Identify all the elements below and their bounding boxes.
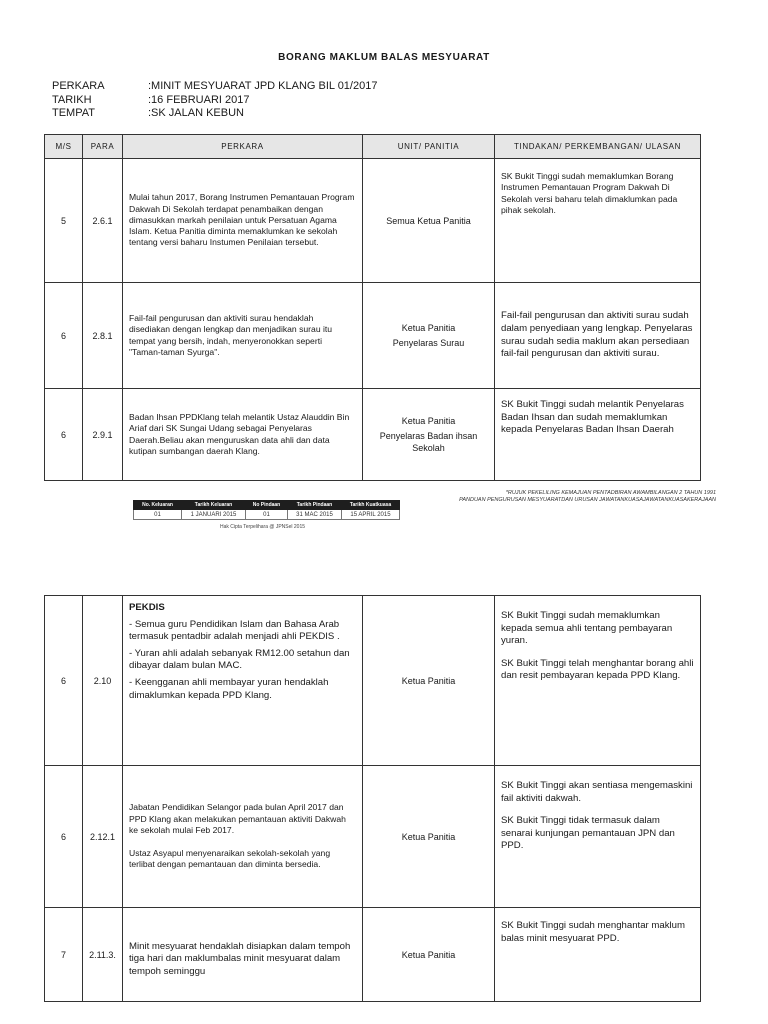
document-control-table (133, 500, 400, 520)
perkara-text: Minit mesyuarat hendaklah disiapkan dalam tempoh tiga hari dan maklumbalas minit mesyuarat dalam tempoh seminggu (129, 940, 351, 977)
cell-perkara (123, 766, 363, 908)
control-header: No. Keluaran (134, 501, 182, 510)
cell-unit (363, 596, 495, 766)
control-value: 31 MAC 2015 (288, 510, 342, 520)
header-perkara: PERKARA (123, 135, 363, 159)
meta-value: :MINIT MESYUARAT JPD KLANG BIL 01/2017 (148, 80, 378, 92)
cell-tindakan (495, 908, 701, 1002)
perkara-text: - Yuran ahli adalah sebanyak RM12.00 setahun dan dibayar dalam bulan MAC. (129, 647, 350, 672)
cell-unit (363, 389, 495, 481)
unit-text: Penyelaras Badan ihsan Sekolah (379, 431, 478, 453)
meta-value: :16 FEBRUARI 2017 (148, 93, 250, 106)
meta-row-perkara (52, 80, 377, 94)
perkara-text: Badan Ihsan PPDKlang telah melantik Ustaz Alauddin Bin Ariaf dari SK Sungai Udang sebagai Penyelaras Daerah.Beliau akan menguruskan data ahli dan data kutipan sumbangan daerah Klang. (129, 411, 350, 456)
cell-ms: 7 (45, 908, 83, 1002)
unit-text: Ketua Panitia (401, 949, 456, 960)
control-value: 1 JANUARI 2015 (182, 510, 246, 520)
section-heading: PEKDIS (129, 602, 165, 613)
table-row (45, 389, 701, 481)
tindakan-text: SK Bukit Tinggi telah menghantar borang ahli dan resit pembayaran kepada PPD Klang. (501, 657, 694, 682)
table-row (45, 908, 701, 1002)
cell-perkara (123, 283, 363, 389)
control-header: No Pindaan (246, 501, 288, 510)
cell-ms: 6 (45, 766, 83, 908)
meta-key: PERKARA (52, 80, 105, 92)
cell-tindakan (495, 596, 701, 766)
control-header: Tarikh Kuatkuasa (342, 501, 400, 510)
meta-key: TEMPAT (52, 107, 95, 119)
perkara-text: Jabatan Pendidikan Selangor pada bulan April 2017 dan PPD Klang akan melakukan pemantauan aktiviti Dakwah ke sekolah mulai Feb 2017. (129, 802, 346, 835)
unit-text: Penyelaras Surau (392, 338, 465, 348)
cell-perkara (123, 389, 363, 481)
unit-text: Ketua Panitia (401, 675, 456, 686)
table-header-row (45, 135, 701, 159)
cell-para: 2.6.1 (83, 159, 123, 283)
tindakan-text: SK Bukit Tinggi sudah melantik Penyelaras Badan Ihsan dan sudah memaklumkan kepada Penyelaras Badan Ihsan Daerah (501, 399, 684, 436)
unit-text: Semua Ketua Panitia (386, 215, 471, 226)
tindakan-text: SK Bukit Tinggi sudah memaklumkan kepada semua ahli tentang pembayaran yuran. (501, 610, 673, 647)
reference-line: PANDUAN PENGURUSAN MESYUARATDAN URUSAN JAWATANKUASAJAWATANKUASAKERAJAAN (459, 497, 716, 503)
perkara-text: Mulai tahun 2017, Borang Instrumen Pemantauan Program Dakwah Di Sekolah terdapat penambaikan dengan dimasukkan markah penilaian untuk Persatuan Agama Islam. Ketua Panitia diminta memaklumkan ke sekolah tentang versi baharu Instumen Penilaian tersebut. (129, 192, 355, 248)
cell-para: 2.9.1 (83, 389, 123, 481)
tindakan-text: SK Bukit Tinggi sudah memaklumkan Borang Instrumen Pemantauan Program Dakwah Di Sekolah versi baharu telah dimaklumkan pada pihak sekolah. (501, 171, 678, 215)
cell-ms: 6 (45, 389, 83, 481)
unit-text: Ketua Panitia (401, 323, 456, 333)
control-header: Tarikh Pindaan (288, 501, 342, 510)
cell-unit (363, 283, 495, 389)
cell-para: 2.11.3. (83, 908, 123, 1002)
perkara-text: - Semua guru Pendidikan Islam dan Bahasa Arab termasuk pentadbir adalah menjadi ahli PEKDIS . (129, 618, 340, 643)
cell-tindakan (495, 766, 701, 908)
control-header: Tarikh Keluaran (182, 501, 246, 510)
cell-perkara (123, 159, 363, 283)
unit-text: Ketua Panitia (401, 831, 456, 842)
meeting-meta (52, 80, 377, 121)
feedback-table-page2 (44, 595, 701, 1002)
perkara-text: - Keengganan ahli membayar yuran hendaklah dimaklumkan kepada PPD Klang. (129, 676, 329, 701)
meta-key: TARIKH (52, 93, 92, 106)
cell-ms: 6 (45, 283, 83, 389)
control-value: 01 (246, 510, 288, 520)
form-title: BORANG MAKLUM BALAS MESYUARAT (278, 52, 490, 63)
cell-tindakan (495, 283, 701, 389)
copyright-note: Hak Cipta Terpelihara @ JPNSel 2015 (220, 524, 306, 530)
reference-line: *RUJUK PEKELILING KEMAJUAN PENTADBIRAN AWAMBILANGAN 2 TAHUN 1991 (505, 490, 716, 496)
control-value-row (134, 510, 400, 520)
cell-ms: 6 (45, 596, 83, 766)
header-ms: M/S (45, 135, 83, 159)
header-para: PARA (83, 135, 123, 159)
cell-para: 2.10 (83, 596, 123, 766)
control-value: 01 (134, 510, 182, 520)
cell-tindakan (495, 159, 701, 283)
cell-perkara (123, 908, 363, 1002)
meta-row-tempat (52, 107, 377, 121)
control-header-row (134, 501, 400, 510)
table-row (45, 766, 701, 908)
cell-unit (363, 159, 495, 283)
table-row (45, 283, 701, 389)
header-tindakan: TINDAKAN/ PERKEMBANGAN/ ULASAN (495, 135, 701, 159)
perkara-text: Ustaz Asyapul menyenaraikan sekolah-sekolah yang terlibat dengan pemantauan dan diminta bersedia. (129, 848, 331, 870)
feedback-table-page1 (44, 134, 701, 481)
perkara-text: Fail-fail pengurusan dan aktiviti surau hendaklah disediakan dengan lengkap dan menjadikan surau itu tempat yang bersih, indah, menyeronokkan seperti "Taman-taman Syurga". (129, 312, 333, 357)
table-row (45, 596, 701, 766)
unit-text: Ketua Panitia (401, 416, 456, 426)
cell-para: 2.8.1 (83, 283, 123, 389)
table-row (45, 159, 701, 283)
reference-notes (459, 490, 716, 504)
cell-perkara (123, 596, 363, 766)
tindakan-text: Fail-fail pengurusan dan aktiviti surau sudah dalam penyediaan yang lengkap. Penyelaras surau sudah sedia maklum akan persediaan fail-fail pengurusan dan aktiviti surau. (501, 310, 693, 360)
meta-row-tarikh (52, 94, 377, 108)
cell-ms: 5 (45, 159, 83, 283)
cell-unit (363, 766, 495, 908)
cell-para: 2.12.1 (83, 766, 123, 908)
meta-value: :SK JALAN KEBUN (148, 107, 244, 119)
tindakan-text: SK Bukit Tinggi sudah menghantar maklum balas minit mesyuarat PPD. (501, 920, 685, 944)
cell-unit (363, 908, 495, 1002)
tindakan-text: SK Bukit Tinggi akan sentiasa mengemaskini fail aktiviti dakwah. (501, 780, 693, 804)
cell-tindakan (495, 389, 701, 481)
header-unit: UNIT/ PANITIA (363, 135, 495, 159)
tindakan-text: SK Bukit Tinggi tidak termasuk dalam senarai kunjungan pemantauan JPN dan PPD. (501, 815, 675, 852)
control-value: 15 APRIL 2015 (342, 510, 400, 520)
